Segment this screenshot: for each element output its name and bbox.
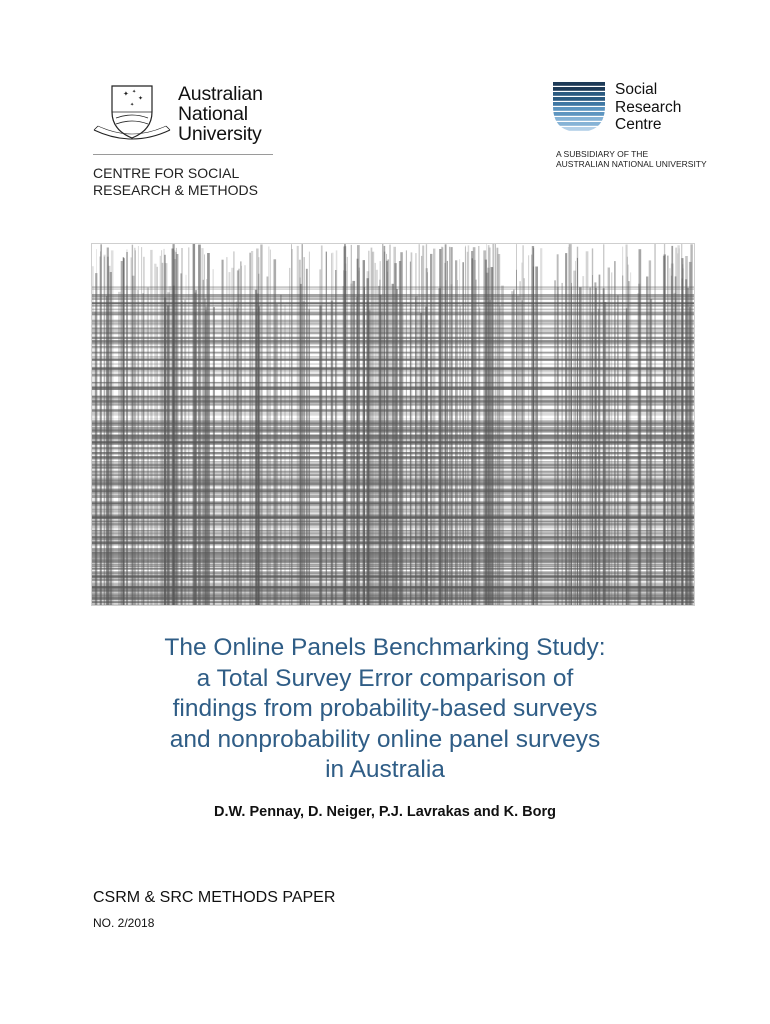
src-subsidiary-line: AUSTRALIAN NATIONAL UNIVERSITY: [556, 159, 707, 169]
series-name: CSRM & SRC METHODS PAPER: [93, 889, 336, 906]
anu-crest-icon: [92, 82, 172, 146]
src-name-line: Centre: [615, 116, 662, 133]
src-wordmark: [615, 81, 681, 134]
anu-wordmark: [178, 84, 263, 144]
svg-text:✦: ✦: [138, 95, 144, 102]
title-line: and nonprobability online panel surveys: [169, 725, 601, 753]
centre-name-line: RESEARCH & METHODS: [93, 182, 258, 198]
src-stripes-icon: [553, 82, 605, 132]
authors: D.W. Pennay, D. Neiger, P.J. Lavrakas and K. Borg: [214, 804, 556, 820]
anu-name-line: National: [178, 103, 248, 125]
title-line: The Online Panels Benchmarking Study:: [164, 634, 606, 661]
centre-name: [93, 165, 258, 199]
title-line: findings from probability-based surveys: [172, 695, 598, 722]
series-number: NO. 2/2018: [93, 916, 155, 930]
cover-image: [91, 243, 695, 606]
svg-text:✦: ✦: [132, 89, 137, 95]
src-name-line: Research: [615, 98, 682, 116]
title-line: in Australia: [325, 756, 445, 783]
anu-name-line: University: [178, 123, 262, 145]
src-subsidiary-text: [556, 149, 707, 169]
src-name-line: Social: [615, 81, 658, 98]
title-line: a Total Survey Error comparison of: [196, 664, 574, 692]
grid-pattern-art: [92, 244, 694, 605]
svg-text:✦: ✦: [130, 102, 135, 108]
centre-name-line: CENTRE FOR SOCIAL: [93, 165, 240, 181]
divider: [93, 154, 273, 155]
src-subsidiary-line: A SUBSIDIARY OF THE: [556, 149, 649, 159]
anu-name-line: Australian: [178, 83, 263, 105]
document-title: [60, 633, 710, 786]
svg-text:✦: ✦: [123, 90, 129, 98]
